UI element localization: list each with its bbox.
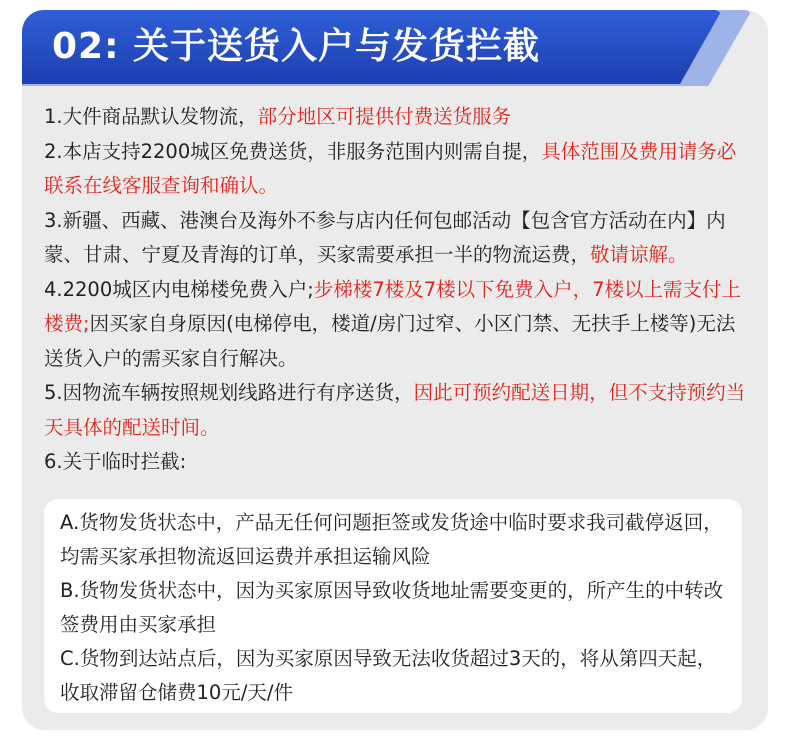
policy-item-6: 6.关于临时拦截: xyxy=(44,450,187,473)
interception-box xyxy=(44,499,742,713)
interception-item-c: C.货物到达站点后，因为买家原因导致无法收货超过3天的，将从第四天起，收取滞留仓储费10元/天/件 xyxy=(60,647,717,704)
policy-item-4: 4.2200城区内电梯楼免费入户;步梯楼7楼及7楼以下免费入户，7楼以上需支付上楼费;因买家自身原因(电梯停电，楼道/房门过窄、小区门禁、无扶手上楼等)无法送货入户的需买家自行解决。 xyxy=(44,277,742,370)
interception-item-b: B.货物发货状态中，因为买家原因导致收货地址需要变更的，所产生的中转改签费用由买家承担 xyxy=(60,579,724,636)
policy-item-5: 5.因物流车辆按照规划线路进行有序送货，因此可预约配送日期，但不支持预约当天具体的配送时间。 xyxy=(44,381,746,439)
interception-list xyxy=(60,506,732,710)
interception-item-a: A.货物发货状态中，产品无任何问题拒签或发货途中临时要求我司截停返回，均需买家承担物流返回运费并承担运输风险 xyxy=(60,511,723,568)
page-title: 02: 关于送货入户与发货拦截 xyxy=(52,26,541,67)
policy-item-2: 2.本店支持2200城区免费送货，非服务范围内则需自提，具体范围及费用请务必联系在线客服查询和确认。 xyxy=(44,139,737,197)
policy-item-1: 1.大件商品默认发物流，部分地区可提供付费送货服务 xyxy=(44,105,512,128)
policy-list xyxy=(44,100,748,480)
policy-item-3: 3.新疆、西藏、港澳台及海外不参与店内任何包邮活动【包含官方活动在内】内蒙、甘肃、宁夏及青海的订单，买家需要承担一半的物流运费，敬请谅解。 xyxy=(44,208,726,266)
